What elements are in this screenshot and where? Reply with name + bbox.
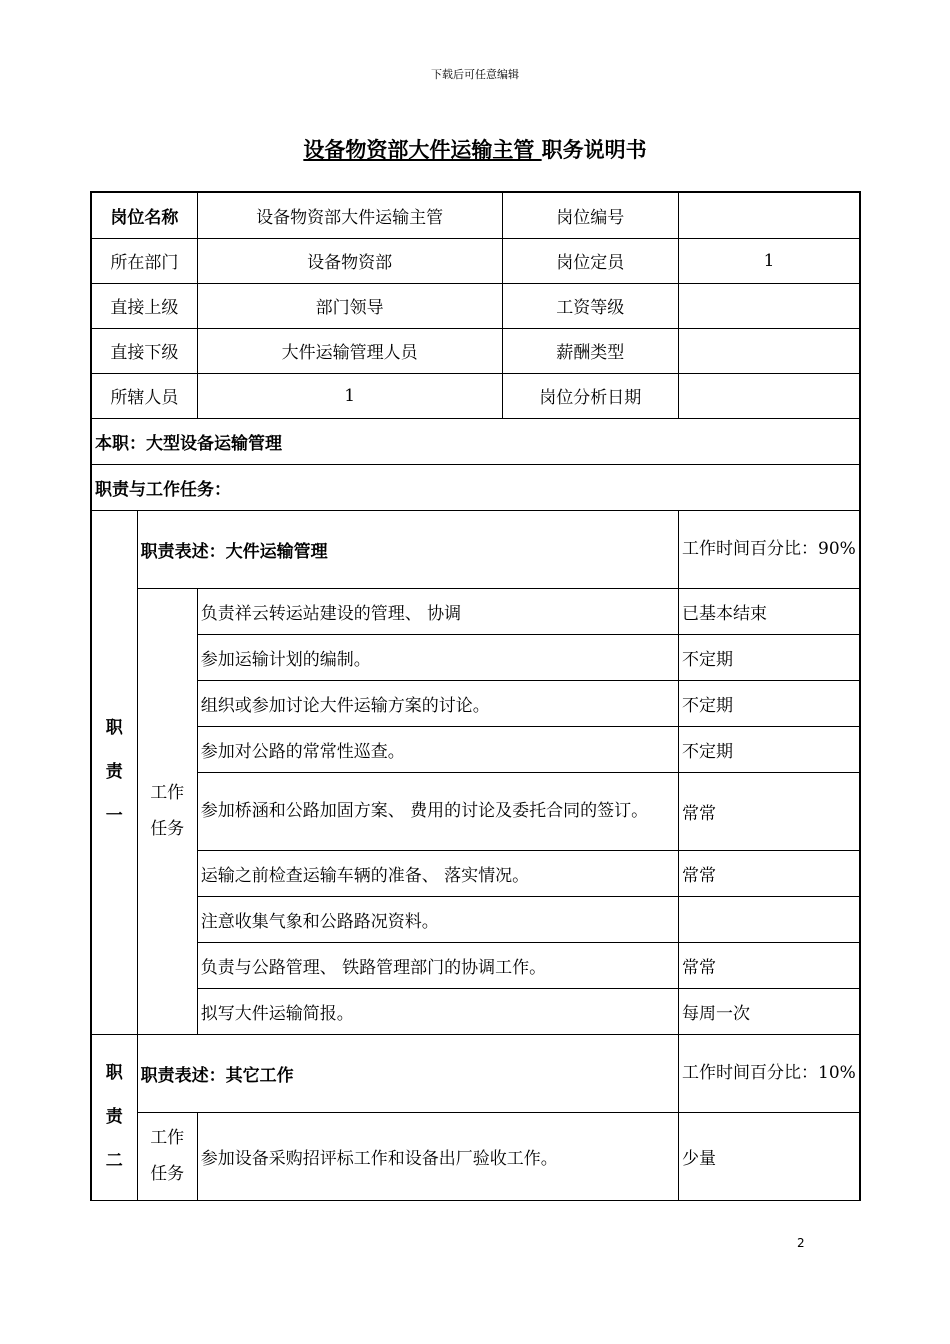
task-frequency [679, 896, 861, 942]
task-frequency: 不定期 [679, 680, 861, 726]
duty-description-row [91, 1034, 860, 1112]
duty-description-row [91, 510, 860, 588]
task-frequency: 常常 [679, 772, 861, 850]
duty1-time-percent: 工作时间百分比：90% [679, 510, 861, 588]
info-label: 直接上级 [91, 283, 197, 328]
info-label: 岗位定员 [502, 238, 678, 283]
task-text: 负责与公路管理、 铁路管理部门的协调工作。 [197, 942, 678, 988]
task-row [91, 850, 860, 896]
task-frequency: 不定期 [679, 634, 861, 680]
duty2-task-label: 工作 任务 [137, 1112, 197, 1200]
info-label: 岗位编号 [502, 192, 678, 238]
info-row [91, 192, 860, 238]
task-text: 参加设备采购招评标工作和设备出厂验收工作。 [197, 1112, 678, 1200]
page-number: 2 [797, 1236, 805, 1250]
responsibilities-heading: 职责与工作任务： [91, 464, 860, 510]
title-position: 设备物资部大件运输主管 [303, 138, 542, 162]
task-text: 拟写大件运输简报。 [197, 988, 678, 1034]
duty1-label: 职 责 一 [91, 510, 137, 1034]
task-frequency: 每周一次 [679, 988, 861, 1034]
responsibilities-heading-row [91, 464, 860, 510]
info-row [91, 328, 860, 373]
task-text: 负责祥云转运站建设的管理、 协调 [197, 588, 678, 634]
task-frequency: 少量 [679, 1112, 861, 1200]
task-row [91, 634, 860, 680]
task-row [91, 942, 860, 988]
info-row [91, 373, 860, 418]
info-row [91, 283, 860, 328]
header-note: 下载后可任意编辑 [431, 68, 519, 81]
task-row [91, 772, 860, 850]
title-suffix: 职务说明书 [541, 138, 647, 162]
info-value: 1 [679, 238, 861, 283]
task-frequency: 已基本结束 [679, 588, 861, 634]
task-row [91, 1112, 860, 1200]
info-value: 部门领导 [197, 283, 502, 328]
task-text: 运输之前检查运输车辆的准备、 落实情况。 [197, 850, 678, 896]
info-value [679, 283, 861, 328]
duty2-description: 职责表述：其它工作 [137, 1034, 678, 1112]
duty2-label: 职 责 二 [91, 1034, 137, 1200]
info-value: 1 [197, 373, 502, 418]
page-title [0, 134, 950, 164]
info-label: 直接下级 [91, 328, 197, 373]
main-duty-row [91, 418, 860, 464]
task-frequency: 常常 [679, 850, 861, 896]
task-row [91, 680, 860, 726]
info-label: 工资等级 [502, 283, 678, 328]
duty1-task-label: 工作 任务 [137, 588, 197, 1034]
task-frequency: 常常 [679, 942, 861, 988]
info-value: 设备物资部大件运输主管 [197, 192, 502, 238]
info-value: 设备物资部 [197, 238, 502, 283]
info-label: 所辖人员 [91, 373, 197, 418]
task-text: 注意收集气象和公路路况资料。 [197, 896, 678, 942]
task-row [91, 588, 860, 634]
duty2-time-percent: 工作时间百分比：10% [679, 1034, 861, 1112]
info-row [91, 238, 860, 283]
task-text: 参加桥涵和公路加固方案、 费用的讨论及委托合同的签订。 [197, 772, 678, 850]
info-value [679, 328, 861, 373]
task-row [91, 896, 860, 942]
task-text: 组织或参加讨论大件运输方案的讨论。 [197, 680, 678, 726]
task-row [91, 988, 860, 1034]
info-value [679, 373, 861, 418]
info-label: 所在部门 [91, 238, 197, 283]
job-description-table [90, 191, 861, 1201]
info-value [679, 192, 861, 238]
task-row [91, 726, 860, 772]
task-text: 参加对公路的常常性巡查。 [197, 726, 678, 772]
info-label: 岗位分析日期 [502, 373, 678, 418]
task-frequency: 不定期 [679, 726, 861, 772]
duty1-description: 职责表述：大件运输管理 [137, 510, 678, 588]
main-duty: 本职：大型设备运输管理 [91, 418, 860, 464]
info-value: 大件运输管理人员 [197, 328, 502, 373]
task-text: 参加运输计划的编制。 [197, 634, 678, 680]
info-label: 薪酬类型 [502, 328, 678, 373]
info-label: 岗位名称 [91, 192, 197, 238]
